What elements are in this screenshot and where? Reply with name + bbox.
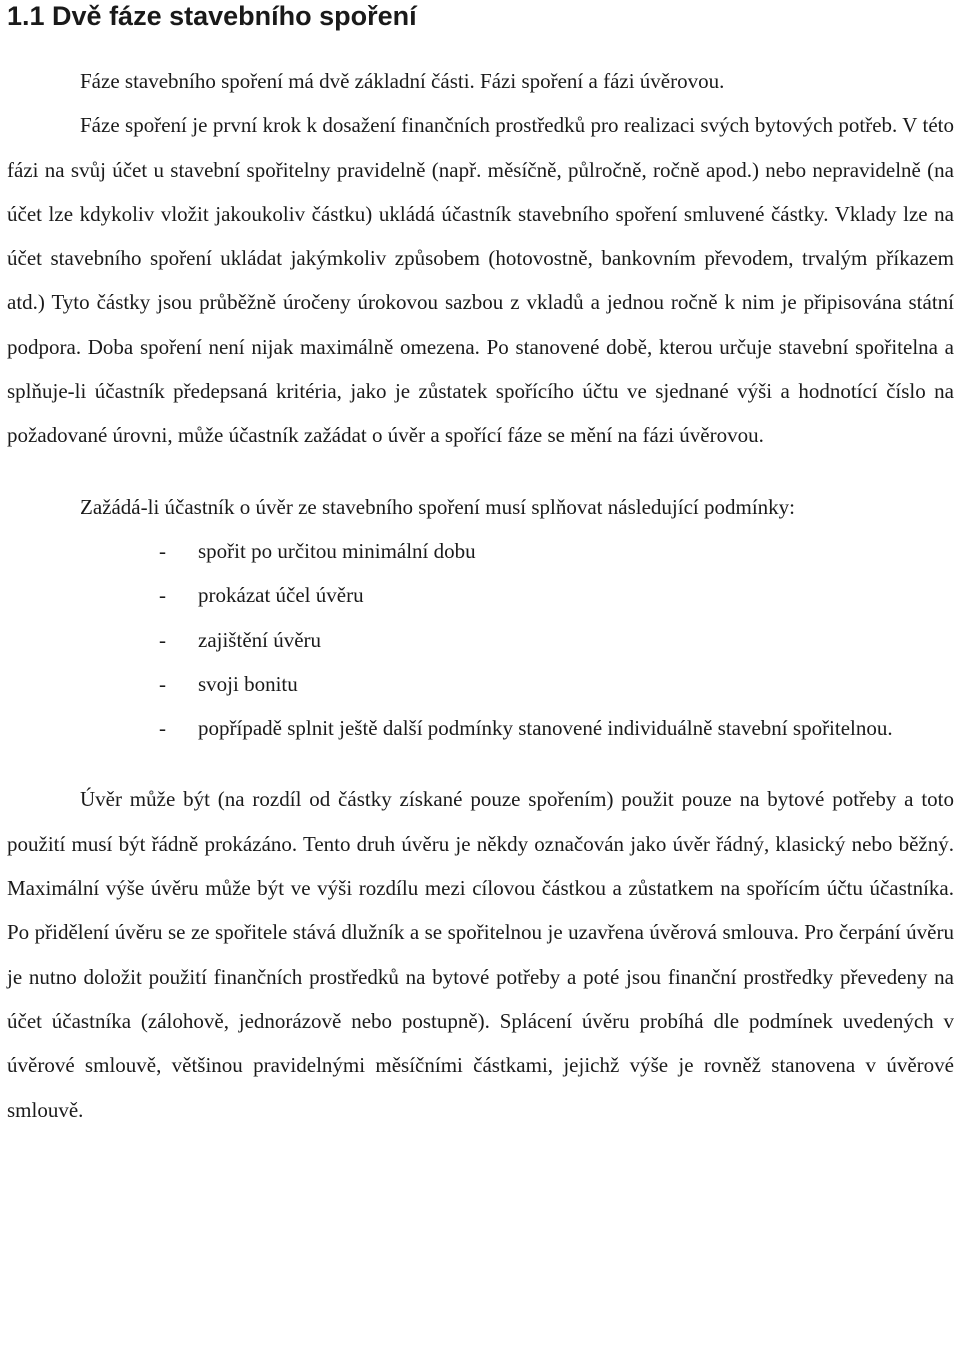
list-item-text: zajištění úvěru xyxy=(198,627,322,652)
document-body xyxy=(7,59,954,1132)
paragraph-savings-phase: Fáze spoření je první krok k dosažení finančních prostředků pro realizaci svých bytových potřeb. V této fázi na svůj účet u stavební spořitelny pravidelně (např. měsíčně, půlročně, ročně apod.) nebo nepravidelně (na účet lze kdykoliv vložit jakoukoliv částku) ukládá účastník stavebního spoření smluvené částky. Vklady lze na účet stavebního spoření ukládat jakýmkoliv způsobem (hotovostně, bankovním převodem, trvalým příkazem atd.) Tyto částky jsou průběžně úročeny úrokovou sazbou z vkladů a jednou ročně k nim je připisována státní podpora. Doba spoření není nijak maximálně omezena. Po stanovené době, kterou určuje stavební spořitelna a splňuje-li účastník předepsaná kritéria, jako je zůstatek spořícího účtu ve sjednané výši a hodnotící číslo na požadované úrovni, může účastník zažádat o úvěr a spořící fáze se mění na fázi úvěrovou. xyxy=(7,113,954,448)
list-bullet: - xyxy=(159,671,166,696)
list-item-text: prokázat účel úvěru xyxy=(198,583,364,608)
list-item xyxy=(7,529,954,573)
list-item xyxy=(7,706,954,750)
list-item-text: svoji bonitu xyxy=(198,671,298,696)
paragraph-loan-phase: Úvěr může být (na rozdíl od částky získané pouze spořením) použit pouze na bytové potřeby a toto použití musí být řádně prokázáno. Tento druh úvěru je někdy označován jako úvěr řádný, klasický nebo běžný. Maximální výše úvěru může být ve výši rozdílu mezi cílovou částkou a zůstatkem na spořícím účtu účastníka. Po přidělení úvěru se ze spořitele stává dlužník a se spořitelnou je uzavřena úvěrová smlouva. Pro čerpání úvěru je nutno doložit použití finančních prostředků na bytové potřeby a poté jsou finanční prostředky převedeny na účet účastníka (zálohově, jednorázově nebo postupně). Splácení úvěru probíhá dle podmínek uvedených v úvěrové smlouvě, většinou pravidelnými měsíčními částkami, jejichž výše je rovněž stanovena v úvěrové smlouvě. xyxy=(7,787,954,1122)
list-bullet: - xyxy=(159,716,166,741)
list-bullet: - xyxy=(159,627,166,652)
list-item-text: spořit po určitou minimální dobu xyxy=(198,538,476,563)
list-item xyxy=(7,573,954,617)
list-item xyxy=(7,618,954,662)
conditions-list xyxy=(7,529,954,750)
list-bullet: - xyxy=(159,583,166,608)
list-bullet: - xyxy=(159,538,166,563)
list-item xyxy=(7,662,954,706)
paragraph-conditions-intro: Zažádá-li účastník o úvěr ze stavebního spoření musí splňovat následující podmínky: xyxy=(80,494,795,519)
paragraph-intro: Fáze stavebního spoření má dvě základní části. Fázi spoření a fázi úvěrovou. xyxy=(80,69,725,93)
list-item-text: popřípadě splnit ještě další podmínky stanovené individuálně stavební spořitelnou. xyxy=(198,716,893,741)
section-heading: 1.1 Dvě fáze stavebního spoření xyxy=(7,1,417,31)
